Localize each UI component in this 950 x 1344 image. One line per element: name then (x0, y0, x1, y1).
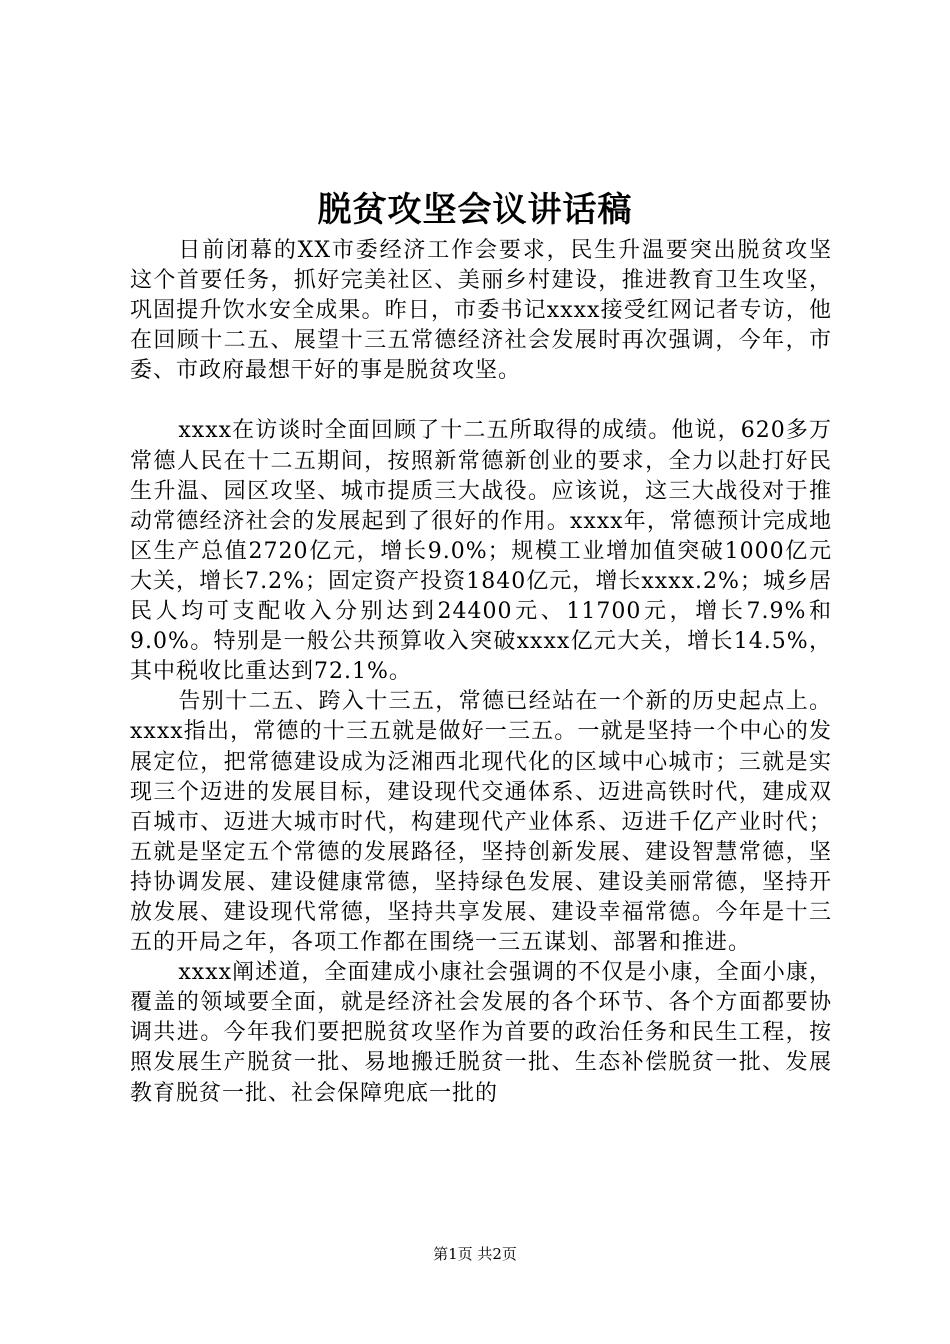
paragraph-4: xxxx阐述道，全面建成小康社会强调的不仅是小康，全面小康，覆盖的领域要全面，就是经济社会发展的各个环节、各个方面都要协调共进。今年我们要把脱贫攻坚作为首要的政治任务和民生工程，按照发展生产脱贫一批、易地搬迁脱贫一批、生态补偿脱贫一批、发展教育脱贫一批、社会保障兜底一批的 (130, 960, 832, 1106)
paragraph-3: 告别十二五、跨入十三五，常德已经站在一个新的历史起点上。xxxx指出，常德的十三五就是做好一三五。一就是坚持一个中心的发展定位，把常德建设成为泛湘西北现代化的区域中心城市；三就是实现三个迈进的发展目标，建设现代交通体系、迈进高铁时代，建成双百城市、迈进大城市时代，构建现代产业体系、迈进千亿产业时代；五就是坚定五个常德的发展路径，坚持创新发展、建设智慧常德，坚持协调发展、建设健康常德，坚持绿色发展、建设美丽常德，坚持开放发展、建设现代常德，坚持共享发展、建设幸福常德。今年是十三五的开局之年，各项工作都在围绕一三五谋划、部署和推进。 (130, 689, 832, 956)
paragraph-1: 日前闭幕的XX市委经济工作会要求，民生升温要突出脱贫攻坚这个首要任务，抓好完美社区、美丽乡村建设，推进教育卫生攻坚，巩固提升饮水安全成果。昨日，市委书记xxxx接受红网记者专访，他在回顾十二五、展望十三五常德经济社会发展时再次强调，今年，市委、市政府最想干好的事是脱贫攻坚。 (130, 238, 832, 384)
paragraph-2: xxxx在访谈时全面回顾了十二五所取得的成绩。他说，620多万常德人民在十二五期间，按照新常德新创业的要求，全力以赴打好民生升温、园区攻坚、城市提质三大战役。应该说，这三大战役对于推动常德经济社会的发展起到了很好的作用。xxxx年，常德预计完成地区生产总值2720亿元，增长9.0%；规模工业增加值突破1000亿元大关，增长7.2%；固定资产投资1840亿元，增长xxxx.2%；城乡居民人均可支配收入分别达到24400元、11700元，增长7.9%和9.0%。特别是一般公共预算收入突破xxxx亿元大关，增长14.5%，其中税收比重达到72.1%。 (130, 418, 832, 685)
document-body (130, 236, 832, 1109)
page-number-footer: 第1页 共2页 (433, 1245, 517, 1263)
document-title: 脱贫攻坚会议讲话稿 (317, 190, 633, 230)
